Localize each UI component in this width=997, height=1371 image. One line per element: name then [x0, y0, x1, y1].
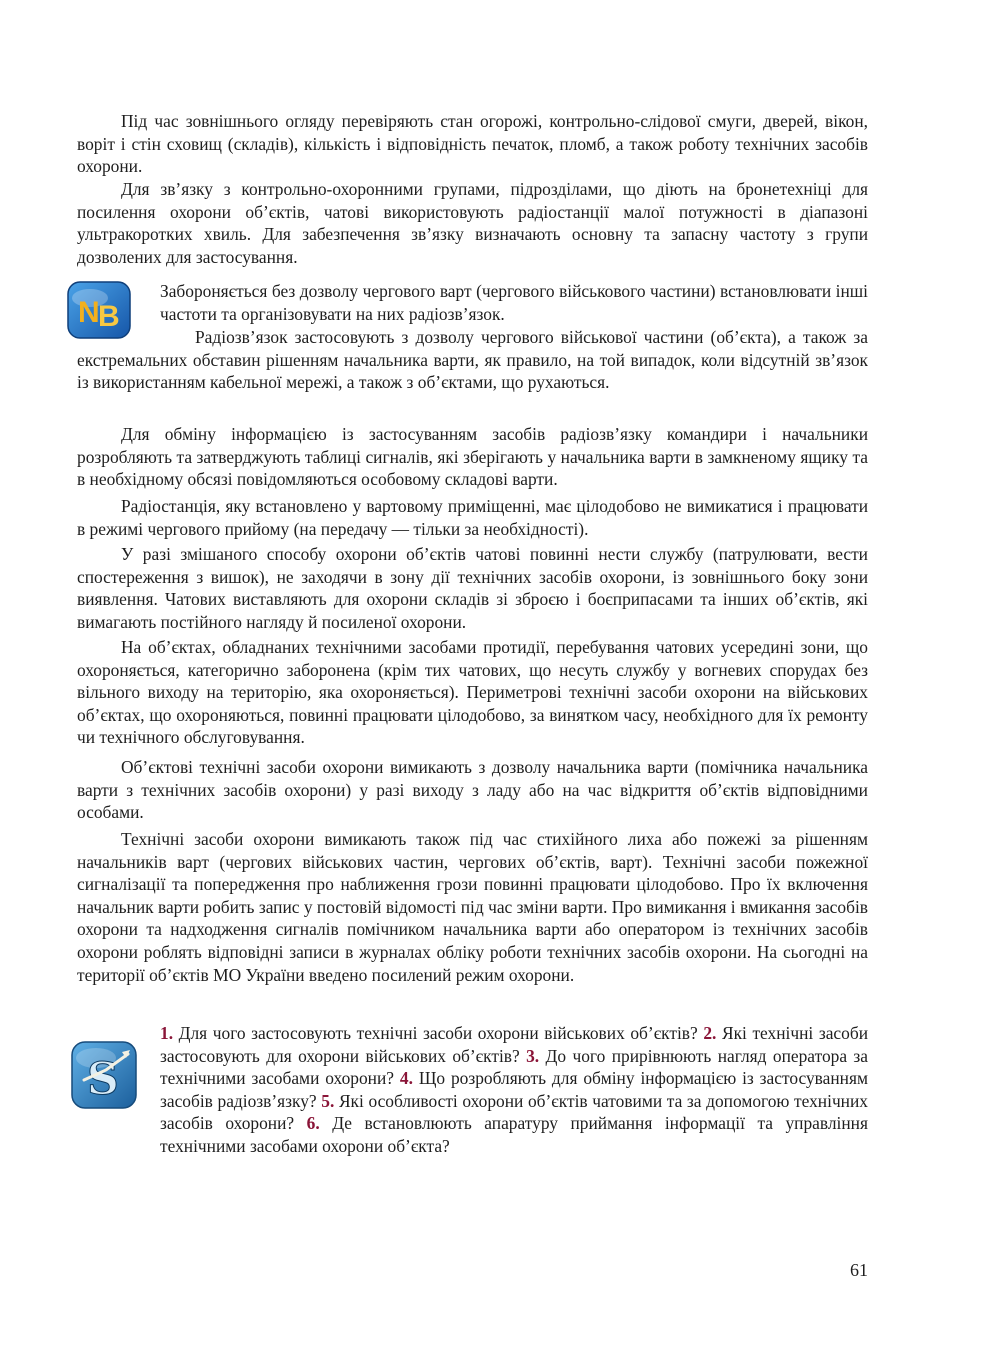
- questions-icon: [70, 1040, 138, 1115]
- paragraph-9: Технічні засоби охорони вимикають також під час стихійного лиха або пожежі за рішенням начальників варт (чергових військових частин, чергових об’єктів, варт). Технічні засоби пожежної сигналізації та попередження про наближення грози повинні працювати цілодобово. Про їх включення начальник варти робить запис у постовій відомості під час зміни варти. Про вимикання і вмикання засобів охорони та надходження сигналів помічником начальника варти або оператором із технічних засобів охорони роблять відповідні записи в журналах обліку роботи технічних засобів охорони. На сьогодні на території об’єктів МО України введено посилений режим охорони.: [77, 829, 868, 985]
- question-text: Де встановлюють апаратуру приймання інформації та управління технічними засобами охорони об’єкта?: [160, 1113, 868, 1156]
- question-number: 4.: [399, 1068, 413, 1089]
- question-number: 3.: [526, 1045, 540, 1066]
- question-number: 1.: [160, 1023, 174, 1043]
- paragraph-1: Під час зовнішнього огляду перевіряють стан огорожі, контрольно-слідової смуги, дверей, вікон, воріт і стін сховищ (складів), кількість і відповідність печаток, пломб, а також роботу технічних засобів охорони.: [77, 111, 868, 177]
- paragraph-3: Радіозв’язок застосовують з дозволу чергового військової частини (об’єкта), а також за екстремальних обставин рішенням начальника варти, як правило, на той випадок, коли відсутній зв’язок із використанням кабельної мережі, а також з об’єктами, що рухаються.: [77, 327, 868, 393]
- question-text: Що розробляють для обміну інформацією із застосуванням засобів радіозв’язку?: [160, 1068, 868, 1111]
- question-text: До чого прирівнюють нагляд оператора за технічними засобами охорони?: [160, 1045, 869, 1089]
- question-number: 2.: [703, 1023, 717, 1043]
- note-text: Забороняється без дозволу чергового варт (чергового військового частини) встановлювати інші частоти та організовувати на них радіозв’язок.: [160, 281, 868, 324]
- question-number: 6.: [306, 1113, 320, 1134]
- page-number: 61: [850, 1260, 868, 1280]
- svg-text:S: S: [87, 1054, 119, 1105]
- review-questions: [160, 1022, 868, 1158]
- svg-text:N: N: [78, 296, 100, 329]
- question-text: Які технічні засоби застосовують для охорони військових об’єктів?: [160, 1023, 868, 1066]
- paragraph-4: Для обміну інформацією із застосуванням засобів радіозв’язку командири і начальники розробляють та затверджують таблиці сигналів, які зберігають у начальника варти в замкненому ящику та в необхідному обсязі повідомляються особовому складові варти.: [77, 424, 868, 490]
- question-text: Для чого застосовують технічні засоби охорони військових об’єктів?: [178, 1023, 698, 1043]
- svg-text:B: B: [98, 300, 120, 333]
- paragraph-2: Для зв’язку з контрольно-охоронними групами, підрозділами, що діють на бронетехніці для посилення охорони об’єктів, чатові використовують радіостанції малої потужності в діапазоні ультракоротких хвиль. Для забезпечення зв’язку визначають основну та запасну частоту з групи дозволених для застосування.: [77, 179, 868, 267]
- paragraph-8: Об’єктові технічні засоби охорони вимикають з дозволу начальника варти (помічника начальника варти з технічних засобів охорони) у разі виходу з ладу або на час відкриття об’єктів відповідними особами.: [77, 757, 868, 823]
- paragraph-7: На об’єктах, обладнаних технічними засобами протидії, перебування чатових усередині зони, що охороняється, категорично заборонена (крім тих чатових, що несуть службу у вогневих спорудах без вільного виходу на територію, яка охороняється). Периметрові технічні засоби охорони на військових об’єктах, що охороняються, повинні працювати цілодобово, за винятком часу, необхідного для їх ремонту чи технічного обслуговування.: [77, 637, 868, 748]
- question-text: Які особливості охорони об’єктів чатовими та за допомогою технічних засобів охорони?: [160, 1090, 868, 1134]
- paragraph-6: У разі змішаного способу охорони об’єктів чатові повинні нести службу (патрулювати, вести спостереження з вишок), не заходячи в зону дії технічних засобів охорони, із зовнішнього боку зони виявлення. Чатових виставляють для охорони складів зі зброєю і боєприпасами та інших об’єктів, які вимагають постійного нагляду й посиленої охорони.: [77, 544, 868, 632]
- paragraph-5: Радіостанція, яку встановлено у вартовому приміщенні, має цілодобово не вимикатися і працювати в режимі чергового прийому (на передачу — тільки за необхідності).: [77, 496, 868, 539]
- question-number: 5.: [321, 1090, 335, 1111]
